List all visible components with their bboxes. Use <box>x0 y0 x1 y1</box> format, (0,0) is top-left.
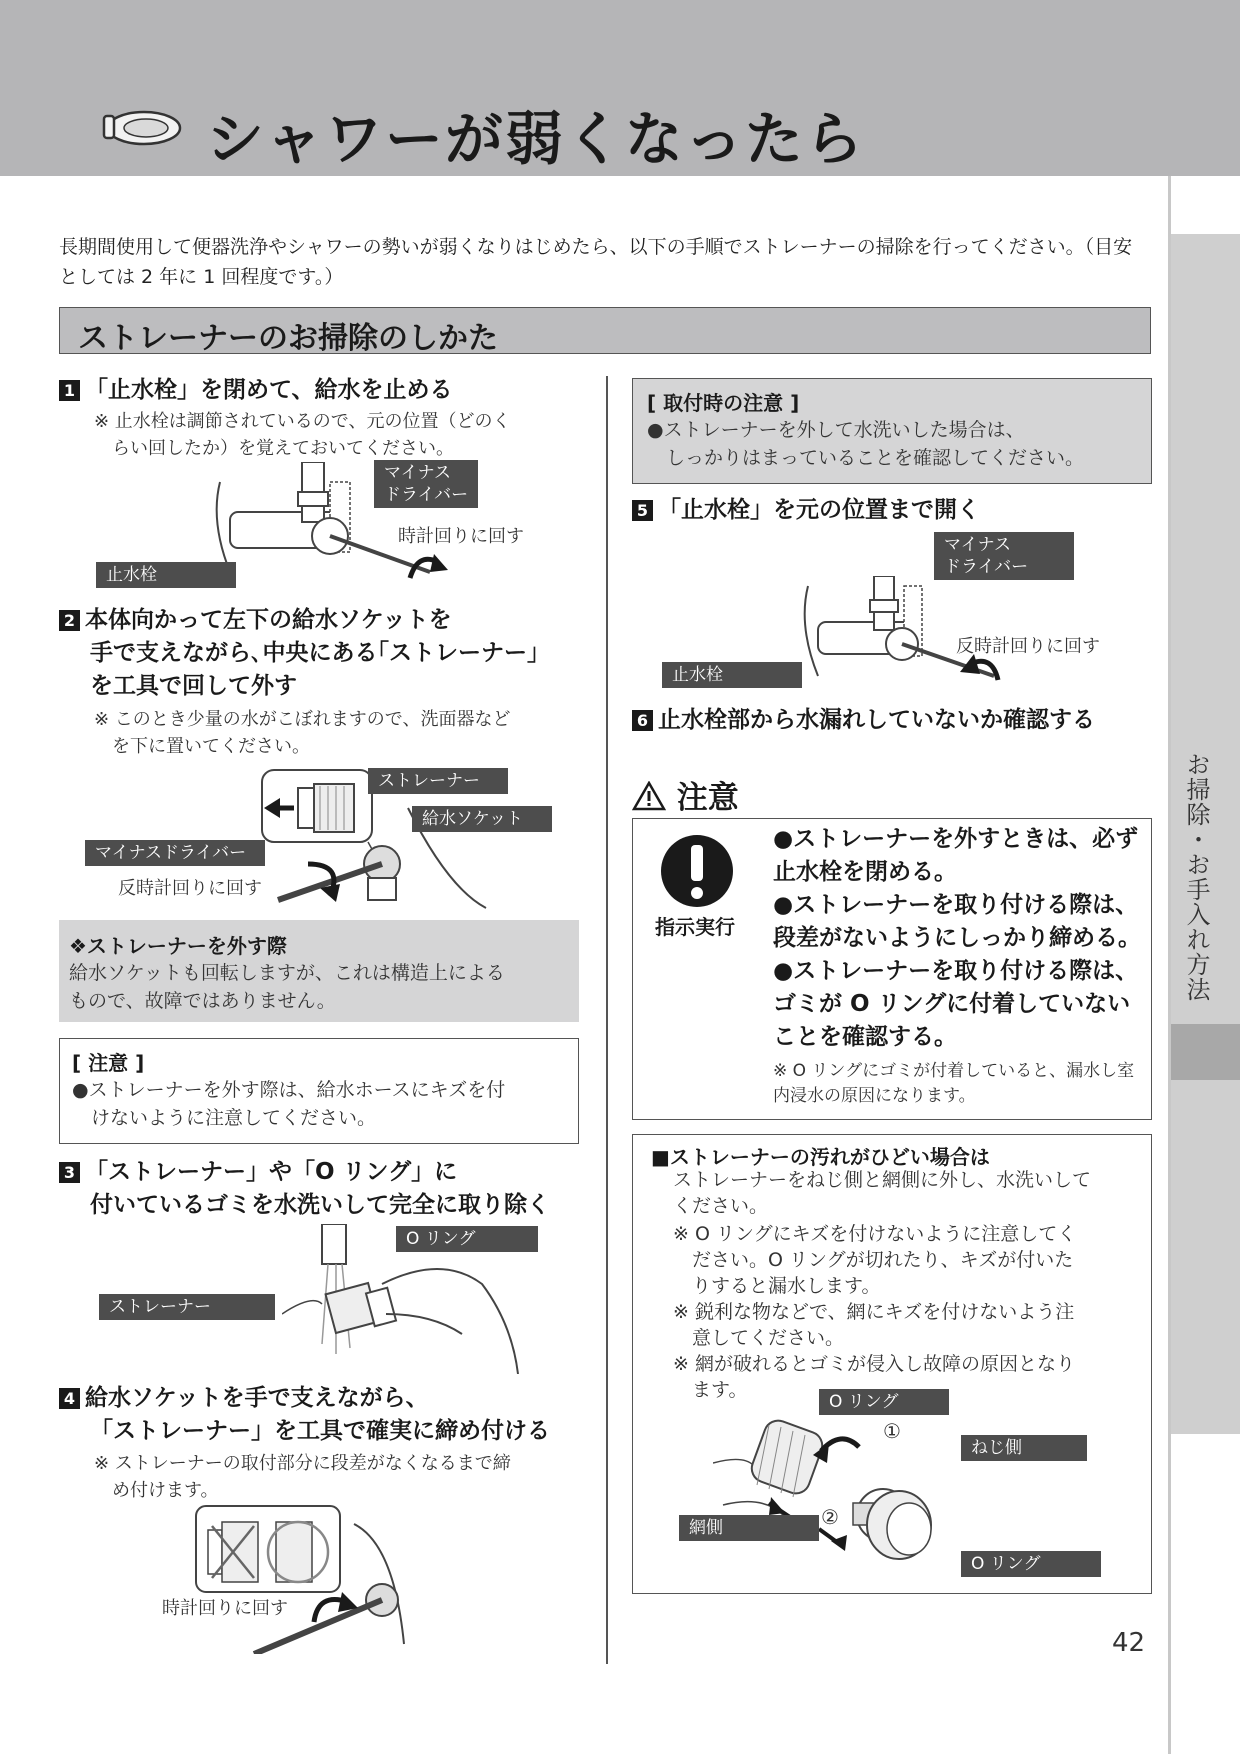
step-4-title <box>59 1382 599 1448</box>
step-number: 4 <box>59 1388 80 1409</box>
section-title: ストレーナーのお掃除のしかた <box>78 321 498 356</box>
step-number: 1 <box>59 380 80 401</box>
step-2-line: を工具で回して外す <box>90 673 297 699</box>
step-2-line: 手で支えながら､中央にある｢ストレーナー｣ <box>90 640 539 666</box>
exclamation-circle-icon <box>659 833 735 909</box>
turn-direction-label: 時計回りに回す <box>398 526 524 547</box>
step-marker-2: ② <box>821 1505 839 1529</box>
note-line: ※ ストレーナーの取付部分に段差がなくなるまで締 <box>94 1453 511 1474</box>
step-number: 3 <box>59 1162 80 1183</box>
install-note-line: ●ストレーナーを外して水洗いした場合は、 <box>647 419 1025 441</box>
page-number: 42 <box>1112 1628 1146 1658</box>
driver-label: マイナスドライバー <box>85 840 265 866</box>
caution-box <box>632 818 1152 1120</box>
column-divider <box>606 376 608 1664</box>
step-1-title <box>59 374 579 407</box>
screw-side-label: ねじ側 <box>961 1435 1087 1461</box>
instruction-label: 指示実行 <box>655 915 735 939</box>
step-6-text: 止水栓部から水漏れしていないか確認する <box>658 707 1095 733</box>
step-marker-1: ① <box>883 1419 901 1443</box>
dirty-box-text <box>673 1167 1143 1219</box>
step-1-text: 「止水栓」を閉めて、給水を止める <box>85 377 453 403</box>
label-line: ドライバー <box>944 557 1029 577</box>
tip-box <box>59 920 579 1022</box>
side-tab-label: お掃除・お手入れ方法 <box>1182 752 1210 1002</box>
strainer-parts-illustration <box>713 1405 953 1585</box>
turn-direction-label: 反時計回りに回す <box>956 636 1100 657</box>
install-note-line: しっかりはまっていることを確認してください。 <box>647 447 1085 469</box>
step-4-line: 給水ソケットを手で支えながら、 <box>85 1385 429 1411</box>
dirty-box-note: りすると漏水します。 <box>673 1275 881 1297</box>
caution-item: ●ストレーナーを取り付ける際は、ゴミが O リングに付着していないことを確認する。 <box>773 958 1139 1050</box>
step-number: 6 <box>632 710 653 731</box>
strainer-tightening-illustration <box>194 1504 424 1654</box>
install-note-box <box>632 378 1152 484</box>
dirty-strainer-box <box>632 1134 1152 1594</box>
valve-label: 止水栓 <box>662 662 802 688</box>
toilet-seat-icon <box>102 104 182 148</box>
note-line: らい回したか）を覚えておいてください。 <box>94 438 454 459</box>
step-4-note <box>94 1450 594 1504</box>
note-line: ※ このとき少量の水がこぼれますので、洗面器など <box>94 709 511 730</box>
mesh-side-label: 網側 <box>679 1515 819 1541</box>
dirty-box-note: 意してください。 <box>673 1327 845 1349</box>
o-ring-label: O リング <box>396 1226 538 1252</box>
step-5-title <box>632 494 1152 527</box>
o-ring-label: O リング <box>819 1389 949 1415</box>
turn-direction-label: 反時計回りに回す <box>118 878 262 899</box>
caution-heading-text: 注意 <box>676 780 739 816</box>
step-1-note <box>94 408 594 462</box>
driver-label <box>374 460 478 508</box>
strainer-label: ストレーナー <box>99 1294 275 1320</box>
caution-box-line: けないように注意してください。 <box>72 1107 377 1129</box>
caution-item: ●ストレーナーを取り付ける際は、段差がないようにしっかり締める。 <box>773 892 1141 951</box>
step-3-line: 「ストレーナー」や「O リング」に <box>85 1159 458 1185</box>
intro-text: 長期間使用して便器洗浄やシャワーの勢いが弱くなりはじめたら、以下の手順でストレーナーの掃除を行ってください。（目安としては 2 年に 1 回程度です。） <box>59 236 1133 288</box>
step-number: 5 <box>632 500 653 521</box>
caution-note: ※ O リングにゴミが付着していると、漏水し室内浸水の原因になります。 <box>773 1061 1135 1106</box>
o-ring-label: O リング <box>961 1551 1101 1577</box>
step-2-note <box>94 706 594 760</box>
dirty-box-note: ださい。O リングが切れたり、キズが付いた <box>673 1249 1074 1271</box>
tip-box-title: ❖ストレーナーを外す際 <box>69 934 287 958</box>
note-line: を下に置いてください。 <box>94 736 310 757</box>
step-4-line: 「ストレーナー」を工具で確実に締め付ける <box>90 1418 550 1444</box>
dirty-box-note: ※ 鋭利な物などで、網にキズを付けないよう注 <box>673 1301 1075 1323</box>
dirty-box-line: ください。 <box>673 1195 769 1217</box>
step-2-title <box>59 604 599 703</box>
caution-item: ●ストレーナーを外すときは、必ず止水栓を閉める。 <box>773 826 1139 885</box>
dirty-box-note: ※ O リングにキズを付けないように注意してく <box>673 1223 1077 1245</box>
strainer-label: ストレーナー <box>368 768 508 794</box>
note-line: め付けます。 <box>94 1480 219 1501</box>
socket-label: 給水ソケット <box>412 806 552 832</box>
side-tab-marker <box>1171 1024 1240 1080</box>
install-note-title: [ 取付時の注意 ] <box>647 391 800 415</box>
page-title: シャワーが弱くなったら <box>206 105 865 173</box>
tip-box-line: もので、故障ではありません。 <box>69 990 336 1012</box>
dirty-box-title: ■ストレーナーの汚れがひどい場合は <box>651 1145 990 1169</box>
warning-triangle-icon <box>632 781 666 811</box>
caution-box-title: [ 注意 ] <box>72 1051 145 1075</box>
page-header <box>0 0 1240 176</box>
step-2-line: 本体向かって左下の給水ソケットを <box>85 607 452 633</box>
clockwise-arrow-icon <box>308 1588 360 1628</box>
tip-box-line: 給水ソケットも回転しますが、これは構造上による <box>69 962 505 984</box>
note-line: ※ 止水栓は調節されているので、元の位置（どのく <box>94 411 511 432</box>
caution-heading <box>632 772 739 817</box>
step-3-title <box>59 1156 599 1222</box>
label-line: マイナス <box>944 535 1011 555</box>
section-title-bar <box>59 307 1151 354</box>
valve-label: 止水栓 <box>96 562 236 588</box>
dirty-box-note: ※ 網が破れるとゴミが侵入し故障の原因となり <box>673 1353 1075 1375</box>
caution-box-left <box>59 1038 579 1144</box>
step-5-text: 「止水栓」を元の位置まで開く <box>658 497 980 523</box>
dirty-box-notes <box>673 1221 1143 1403</box>
label-line: マイナス <box>384 463 451 483</box>
step-3-line: 付いているゴミを水洗いして完全に取り除く <box>90 1192 550 1218</box>
caution-box-line: ●ストレーナーを外す際は、給水ホースにキズを付 <box>72 1079 506 1101</box>
label-line: ドライバー <box>384 485 469 505</box>
caution-list <box>773 823 1143 1054</box>
step-number: 2 <box>59 610 80 631</box>
clockwise-arrow-icon <box>404 548 452 584</box>
counterclockwise-arrow-icon <box>300 858 352 902</box>
dirty-box-line: ストレーナーをねじ側と網側に外し、水洗いして <box>673 1169 1092 1191</box>
dirty-box-note: ます。 <box>673 1379 748 1401</box>
driver-label <box>934 532 1074 580</box>
turn-direction-label: 時計回りに回す <box>162 1598 288 1619</box>
step-6-title <box>632 704 1162 737</box>
